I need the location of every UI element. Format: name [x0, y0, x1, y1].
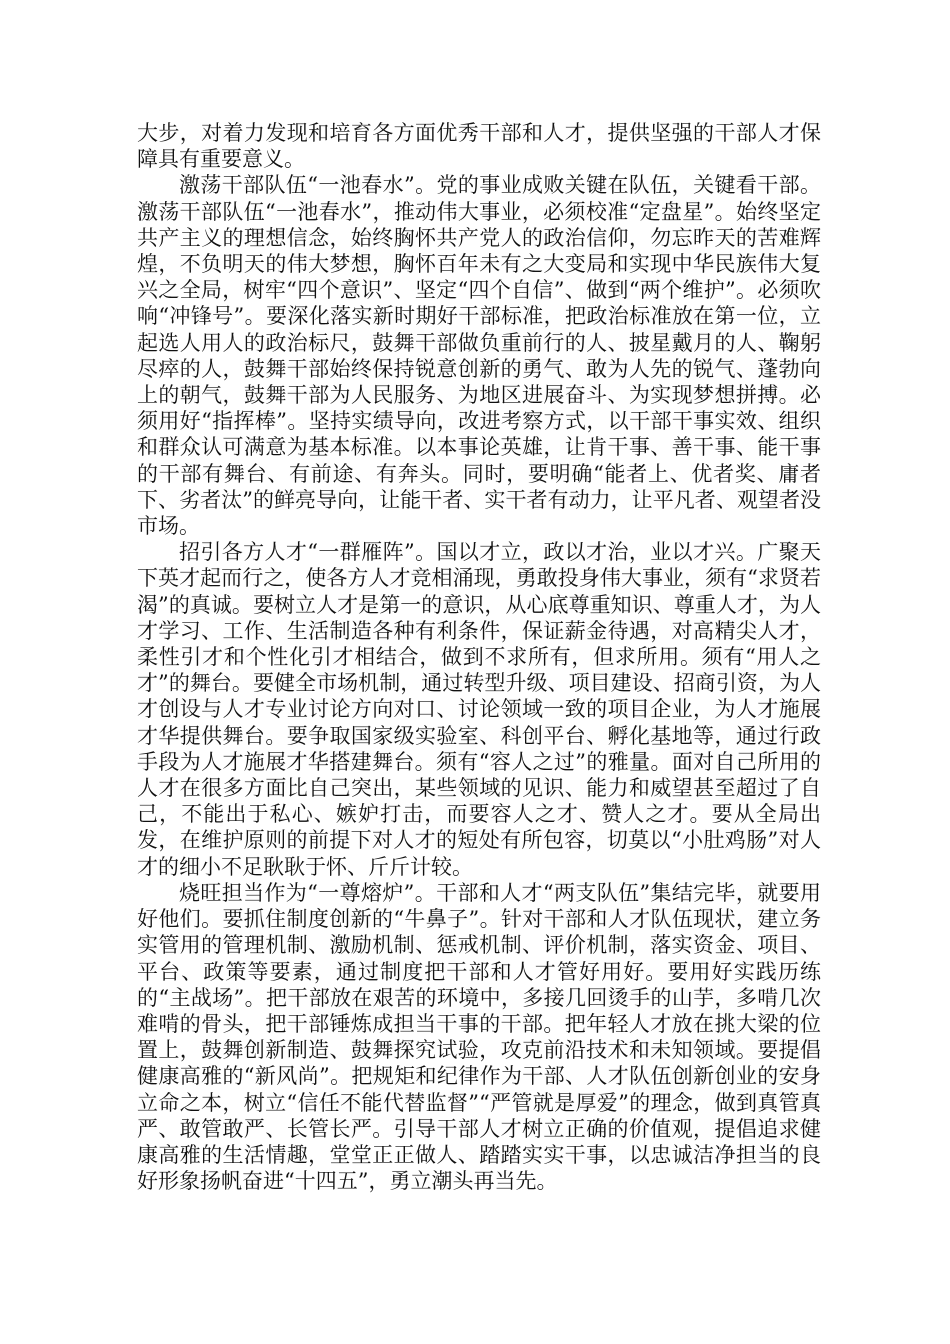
- paragraph-responsibility-furnace: 烧旺担当作为“一尊熔炉”。干部和人才“两支队伍”集结完毕，就要用好他们。要抓住制度创新的“牛鼻子”。针对干部和人才队伍现状，建立务实管用的管理机制、激励机制、惩戒机制、评价机制，落实资金、项目、平台、政策等要素，通过制度把干部和人才管好用好。要用好实践历练的“主战场”。把干部放在艰苦的环境中，多接几回烫手的山芋，多啃几次难啃的骨头，把干部锤炼成担当干事的干部。把年轻人才放在挑大梁的位置上，鼓舞创新制造、鼓舞探究试验，攻克前沿技术和未知领域。要提倡健康高雅的“新风尚”。把规矩和纪律作为干部、人才队伍创新创业的安身立命之本，树立“信任不能代替监督”“严管就是厚爱”的理念，做到真管真严、敢管敢严、长管长严。引导干部人才树立正确的价值观，提倡追求健康高雅的生活情趣，堂堂正正做人、踏踏实实干事，以忠诚洁净担当的良好形象扬帆奋进“十四五”，勇立潮头再当先。: [137, 880, 821, 1194]
- paragraph-cadre-team: 激荡干部队伍“一池春水”。党的事业成败关键在队伍，关键看干部。激荡干部队伍“一池春水”，推动伟大事业，必须校准“定盘星”。始终坚定共产主义的理想信念，始终胸怀共产党人的政治信仰，勿忘昨天的苦难辉煌，不负明天的伟大梦想，胸怀百年未有之大变局和实现中华民族伟大复兴之全局，树牢“四个意识”、坚定“四个自信”、做到“两个维护”。必须吹响“冲锋号”。要深化落实新时期好干部标准，把政治标准放在第一位，立起选人用人的政治标尺，鼓舞干部做负重前行的人、披星戴月的人、鞠躬尽瘁的人，鼓舞干部始终保持锐意创新的勇气、敢为人先的锐气、蓬勃向上的朝气，鼓舞干部为人民服务、为地区进展奋斗、为实现梦想拼搏。必须用好“指挥棒”。坚持实绩导向，改进考察方式，以干部干事实效、组织和群众认可满意为基本标准。以本事论英雄，让肯干事、善干事、能干事的干部有舞台、有前途、有奔头。同时，要明确“能者上、优者奖、庸者下、劣者汰”的鲜亮导向，让能干者、实干者有动力，让平凡者、观望者没市场。: [137, 173, 821, 539]
- paragraph-continuation: 大步，对着力发现和培育各方面优秀干部和人才，提供坚强的干部人才保障具有重要意义。: [137, 121, 821, 172]
- document-page: [137, 120, 821, 1194]
- paragraph-talent-recruitment: 招引各方人才“一群雁阵”。国以才立，政以才治，业以才兴。广聚天下英才起而行之，使各方人才竞相涌现，勇敢投身伟大事业，须有“求贤若渴”的真诚。要树立人才是第一的意识，从心底尊重知识、尊重人才，为人才学习、工作、生活制造各种有利条件，保证薪金待遇，对高精尖人才，柔性引才和个性化引才相结合，做到不求所有，但求所用。须有“用人之才”的舞台。要健全市场机制，通过转型升级、项目建设、招商引资，为人才创设与人才专业讨论方向对口、讨论领域一致的项目企业，为人才施展才华提供舞台。要争取国家级实验室、科创平台、孵化基地等，通过行政手段为人才施展才华搭建舞台。须有“容人之过”的雅量。面对自己所用的人才在很多方面比自己突出，某些领域的见识、能力和威望甚至超过了自己，不能出于私心、嫉妒打击，而要容人之才、赞人之才。要从全局出发，在维护原则的前提下对人才的短处有所包容，切莫以“小肚鸡肠”对人才的细小不足耿耿于怀、斤斤计较。: [137, 540, 821, 879]
